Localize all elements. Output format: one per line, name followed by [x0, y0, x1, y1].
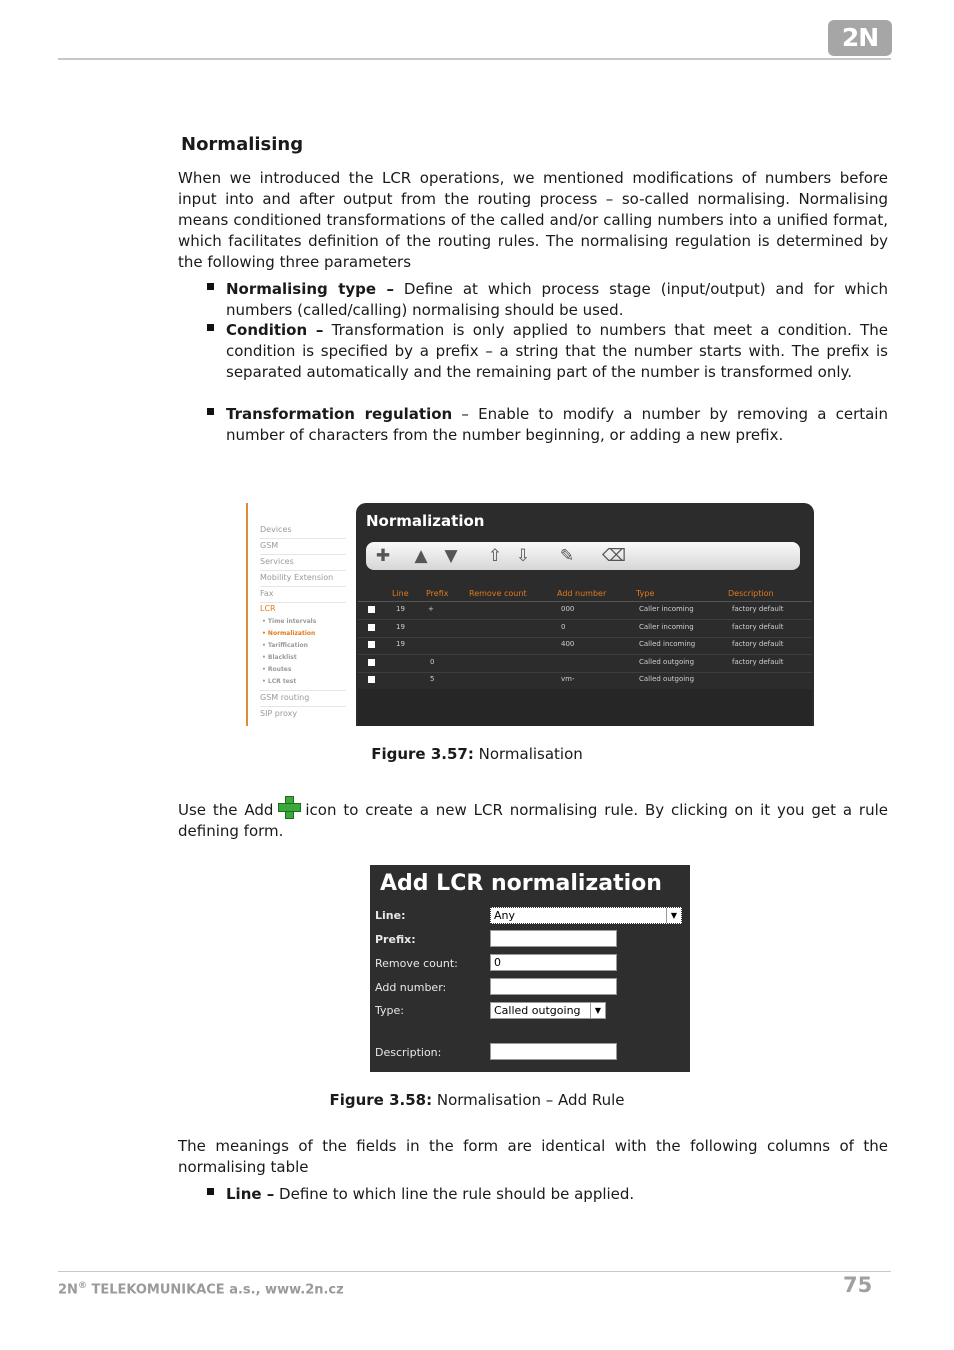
cell-type: Called outgoing — [639, 658, 695, 666]
caption-text: Normalisation — [473, 745, 583, 763]
sidebar-item-fax[interactable]: Fax — [260, 589, 274, 598]
edit-icon[interactable]: ✎ — [559, 546, 575, 566]
column-header-add-number: Add number — [557, 589, 607, 598]
bullet-marker — [207, 324, 214, 331]
cell-type: Caller incoming — [639, 605, 694, 613]
column-header-remove-count: Remove count — [469, 589, 527, 598]
section-title: Normalising — [181, 134, 304, 155]
sidebar-item-sip-proxy[interactable]: SIP proxy — [260, 709, 298, 718]
delete-icon[interactable]: ⌫ — [602, 546, 627, 566]
footer-company-text: TELEKOMUNIKACE a.s., www.2n.cz — [86, 1282, 344, 1298]
divider — [260, 570, 346, 571]
intro-paragraph: When we introduced the LCR operations, we mentioned modifications of numbers before input into and after output from the routing process – so-called normalising. Normalising means conditioned transformations of the called and/or calling numbers into a unified format, which facilitates definition of the routing rules. The normalising regulation is determined by the following three parameters — [178, 169, 888, 271]
type-select[interactable] — [490, 1002, 606, 1019]
column-header-prefix: Prefix — [426, 589, 449, 598]
divider — [260, 554, 346, 555]
remove-count-label: Remove count: — [375, 957, 458, 970]
footer-rule — [58, 1271, 891, 1272]
caption-label: Figure 3.58: — [329, 1091, 433, 1109]
caption-text: Normalisation – Add Rule — [432, 1091, 625, 1109]
add-number-input[interactable] — [490, 978, 617, 995]
caption-label: Figure 3.57: — [371, 745, 474, 763]
sidebar-item-mobility[interactable]: Mobility Extension — [260, 573, 334, 582]
row-checkbox[interactable] — [368, 641, 375, 648]
row-checkbox[interactable] — [368, 606, 375, 613]
bullet-normalising-type — [226, 279, 888, 321]
figure-caption — [0, 745, 954, 763]
cell-type: Called incoming — [639, 640, 696, 648]
figure-normalization-screenshot — [246, 503, 814, 726]
cell-type: Called outgoing — [639, 675, 695, 683]
line-label: Line: — [375, 909, 406, 922]
cell-description: factory default — [732, 658, 784, 666]
cell-line: 19 — [396, 605, 405, 613]
toolbar — [366, 542, 800, 570]
cell-add-number: vm- — [561, 675, 575, 683]
page-number: 75 — [843, 1273, 873, 1297]
add-icon[interactable]: ✚ — [375, 546, 391, 566]
panel-title: Normalization — [366, 512, 485, 530]
line-select[interactable] — [490, 907, 682, 924]
sidebar-item-devices[interactable]: Devices — [260, 525, 292, 534]
row-checkbox[interactable] — [368, 624, 375, 631]
divider — [260, 706, 346, 707]
cell-add-number: 0 — [561, 623, 566, 631]
bullet-marker — [207, 283, 214, 290]
sidebar-item-services[interactable]: Services — [260, 557, 294, 566]
bullet-transformation — [226, 404, 888, 446]
cell-description: factory default — [732, 640, 784, 648]
meanings-paragraph: The meanings of the fields in the form are identical with the following columns of the normalising table — [178, 1137, 888, 1176]
cell-line: 19 — [396, 623, 405, 631]
cell-prefix: + — [428, 605, 434, 613]
cell-prefix: 5 — [430, 675, 435, 683]
row-checkbox[interactable] — [368, 659, 375, 666]
bullet-term: Transformation regulation — [226, 405, 453, 423]
table-row[interactable] — [356, 655, 814, 672]
sidebar-subitem-tariffication[interactable]: • Tariffication — [262, 642, 308, 649]
insert-above-icon[interactable]: ⇧ — [487, 546, 503, 566]
column-header-type: Type — [636, 589, 655, 598]
cell-type: Caller incoming — [639, 623, 694, 631]
cell-line: 19 — [396, 640, 405, 648]
bullet-term: Normalising type – — [226, 280, 394, 298]
bullet-marker — [207, 408, 214, 415]
bullet-condition — [226, 320, 888, 383]
column-header-line: Line — [392, 589, 409, 598]
figure-add-rule-form — [370, 865, 690, 1072]
move-up-icon[interactable]: ▲ — [414, 546, 428, 566]
type-label: Type: — [375, 1004, 404, 1017]
footer-brand: 2N — [58, 1282, 78, 1298]
figure-caption — [0, 1091, 954, 1109]
footer-company — [58, 1281, 344, 1297]
normalization-panel — [356, 503, 814, 726]
bullet-term: Line – — [226, 1185, 275, 1203]
description-input[interactable] — [490, 1043, 617, 1060]
bullet-text: Define at which process stage (input/output) and for which numbers (called/calling) normalising should be used. — [226, 280, 888, 319]
cell-add-number: 000 — [561, 605, 575, 613]
sidebar-subitem-blacklist[interactable]: • Blacklist — [262, 654, 297, 661]
header-rule — [58, 58, 891, 60]
bullet-line — [226, 1184, 888, 1205]
column-header-description: Description — [728, 589, 774, 598]
table-row[interactable] — [356, 637, 814, 654]
registered-mark: ® — [77, 1281, 87, 1291]
sidebar-menu — [246, 503, 358, 726]
bullet-text: Define to which line the rule should be applied. — [274, 1185, 635, 1203]
divider — [260, 602, 346, 603]
divider — [260, 690, 346, 691]
sidebar-item-lcr[interactable]: LCR — [260, 604, 276, 613]
cell-prefix: 0 — [430, 658, 435, 666]
bullet-text: – Enable to modify a number by removing a certain number of characters from the number beginning, or adding a new prefix. — [226, 405, 888, 444]
use-add-paragraph — [178, 795, 888, 842]
cell-description: factory default — [732, 623, 784, 631]
cell-description: factory default — [732, 605, 784, 613]
insert-below-icon[interactable]: ⇩ — [515, 546, 531, 566]
sidebar-subitem-routes[interactable]: • Routes — [262, 666, 292, 673]
brand-logo: 2N — [828, 20, 892, 56]
prefix-input[interactable] — [490, 930, 617, 947]
form-title: Add LCR normalization — [380, 871, 662, 896]
line-select-value: Any — [494, 909, 516, 922]
sidebar-subitem-normalization[interactable]: • Normalization — [262, 630, 316, 637]
cell-add-number: 400 — [561, 640, 575, 648]
chevron-down-icon: ▼ — [666, 908, 681, 923]
sidebar-item-gsm-routing[interactable]: GSM routing — [260, 693, 310, 702]
row-checkbox[interactable] — [368, 676, 375, 683]
add-icon — [277, 795, 301, 819]
panel-footer — [358, 689, 812, 726]
description-label: Description: — [375, 1046, 442, 1059]
bullet-text: Transformation is only applied to numbers that meet a condition. The condition is specified by a prefix – a string that the number starts with. The prefix is separated automatically and the remaining part of the number is transformed only. — [226, 321, 889, 381]
prefix-label: Prefix: — [375, 933, 416, 946]
sidebar-subitem-time-intervals[interactable]: • Time intervals — [262, 618, 317, 625]
table-row[interactable] — [356, 620, 814, 637]
table-row[interactable] — [356, 672, 814, 689]
paragraph-text: Use the Add — [178, 801, 274, 819]
sidebar-subitem-lcr-test[interactable]: • LCR test — [262, 678, 297, 685]
divider — [260, 586, 346, 587]
bullet-marker — [207, 1188, 214, 1195]
add-number-label: Add number: — [375, 981, 447, 994]
bullet-term: Condition – — [226, 321, 324, 339]
remove-count-input[interactable]: 0 — [490, 954, 617, 971]
sidebar-item-gsm[interactable]: GSM — [260, 541, 279, 550]
move-down-icon[interactable]: ▼ — [444, 546, 458, 566]
divider — [260, 538, 346, 539]
paragraph-text: icon to create a new LCR normalising rule. By clicking on it you get a rule defining form. — [178, 801, 888, 840]
table-row[interactable] — [356, 602, 814, 619]
chevron-down-icon: ▼ — [590, 1003, 605, 1018]
type-select-value: Called outgoing — [494, 1004, 581, 1017]
